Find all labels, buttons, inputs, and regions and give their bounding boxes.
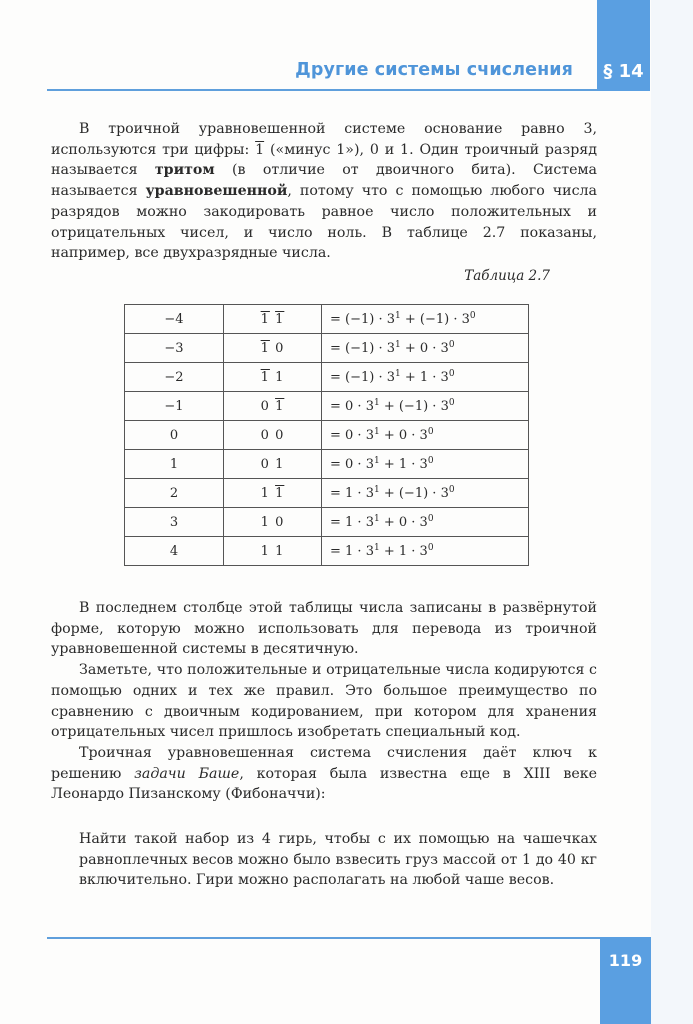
exponent: 1 [395,310,401,321]
decimal-value: 3 [125,508,224,537]
paragraph-bachet [51,743,597,805]
ternary-digits [224,334,322,363]
expansion-term: + 1 · 3 [379,543,428,559]
exponent: 0 [427,455,434,466]
decimal-value: 1 [125,450,224,479]
section-number: § 14 [603,61,644,82]
trit-high: 1 [260,514,270,530]
ternary-digits [224,508,322,537]
trit-high: 1 [260,369,270,385]
ternary-digits [224,363,322,392]
trit-low: 1 [275,543,285,559]
expansion-term: + (−1) · 3 [379,398,449,414]
exponent: 0 [448,368,455,379]
ternary-digits [224,479,322,508]
decimal-value: −4 [125,305,224,334]
expanded-form [322,363,529,392]
expanded-form [322,450,529,479]
term-bachet-problem: задачи Баше [134,765,240,782]
exponent: 1 [395,339,401,350]
expansion-term: = 0 · 3 [330,456,374,472]
exponent: 1 [373,397,380,408]
exponent: 0 [469,310,476,321]
table-row [125,334,529,363]
trit-low: 0 [275,427,285,443]
expanded-form [322,421,529,450]
intro-text-part: (в отличие от двоичного бита). Система называется [51,162,598,200]
expansion-term: + 0 · 3 [400,340,449,356]
exponent: 0 [448,339,455,350]
decimal-value: −1 [125,392,224,421]
expansion-term: = (−1) · 3 [330,311,395,327]
table-row [125,392,529,421]
expansion-term: = 1 · 3 [330,514,374,530]
trit-high: 0 [260,427,270,443]
expanded-form [322,479,529,508]
trit-high: 1 [260,311,270,327]
expansion-term: + 0 · 3 [379,427,428,443]
table-row [125,508,529,537]
exponent: 1 [373,542,380,553]
expansion-term: = 1 · 3 [330,485,374,501]
decimal-value: 0 [125,421,224,450]
intro-text-part: В троичной уравновешенной системе основание равно 3, используются три цифры: [51,121,597,158]
trit-high: 1 [260,485,270,501]
exponent: 1 [373,455,380,466]
paragraph-expanded-form: В последнем столбце этой таблицы числа записаны в развёрнутой форме, которую можно использовать для перевода из троичной уравновешенной системы в десятичную. [51,600,597,658]
decimal-value: 4 [125,537,224,566]
expansion-term: = 0 · 3 [330,398,374,414]
exponent: 0 [427,513,434,524]
table-row [125,537,529,566]
chapter-title: Другие системы счисления [295,60,573,80]
table-row [125,363,529,392]
expanded-form [322,305,529,334]
trit-high: 1 [260,340,270,356]
header-rule [47,89,599,91]
ternary-digits [224,305,322,334]
expansion-term: + (−1) · 3 [400,311,470,327]
table-caption: Таблица 2.7 [464,268,550,284]
page-number-badge [600,937,651,1024]
footer-rule [47,937,601,939]
exponent: 0 [448,484,455,495]
expansion-term: = 0 · 3 [330,427,374,443]
expansion-term: = (−1) · 3 [330,340,395,356]
trit-high: 1 [260,543,270,559]
expanded-form [322,392,529,421]
intro-paragraph [51,119,597,264]
decimal-value: −3 [125,334,224,363]
expansion-term: = (−1) · 3 [330,369,395,385]
after-table-text [51,598,597,805]
table-row [125,450,529,479]
trit-low: 1 [275,398,285,414]
trit-low: 0 [275,340,285,356]
page-number: 119 [608,951,643,970]
exponent: 0 [448,397,455,408]
expansion-term: + 0 · 3 [379,514,428,530]
expanded-form [322,508,529,537]
paragraph-negative-numbers: Заметьте, что положительные и отрицательные числа кодируются с помощью одних и тех же правил. Это большое преимущество по сравнению с двоичным кодированием, при котором для хранения отрицательных чисел пришлось изобретать специальный код. [51,662,597,741]
ternary-digits [224,450,322,479]
expansion-term: + 1 · 3 [379,456,428,472]
exponent: 1 [373,513,380,524]
expansion-term: + (−1) · 3 [379,485,449,501]
expansion-term: = 1 · 3 [330,543,374,559]
term-balanced: уравновешенной [145,183,288,200]
intro-text [51,119,597,264]
trit-low: 0 [275,514,285,530]
table-row [125,479,529,508]
trit-high: 0 [260,398,270,414]
ternary-digits [224,537,322,566]
trit-low: 1 [275,485,285,501]
trit-low: 1 [275,456,285,472]
exponent: 1 [373,484,380,495]
section-badge [597,0,650,91]
trit-low: 1 [275,369,285,385]
bachet-problem-statement: Найти такой набор из 4 гирь, чтобы с их помощью на чашечках равноплечных весов можно было взвесить груз массой от 1 до 40 кг включительно. Гири можно располагать на любой чаше весов. [79,831,597,889]
decimal-value: −2 [125,363,224,392]
exponent: 0 [427,426,434,437]
trit-high: 0 [260,456,270,472]
minus-one-digit: 1 [255,141,265,158]
ternary-digits [224,392,322,421]
expansion-term: + 1 · 3 [400,369,449,385]
exponent: 1 [395,368,401,379]
balanced-ternary-table [124,304,529,566]
exponent: 1 [373,426,380,437]
trit-low: 1 [275,311,285,327]
exponent: 0 [427,542,434,553]
intro-text-part: («минус 1»), 0 и 1. Один троичный разряд называется [51,141,597,179]
bachet-text-part: , которая была известна еще в XIII веке Леонардо Пизанскому (Фибоначчи): [51,765,597,803]
intro-text-part: , потому что с помощью любого числа разрядов можно закодировать равное число положительных и отрицательных чисел, и число ноль. В таблице 2.7 показаны, например, все двухразрядные числа. [51,183,598,262]
ternary-digits [224,421,322,450]
decimal-value: 2 [125,479,224,508]
page-edge-strip [651,0,693,1024]
expanded-form [322,334,529,363]
table-row [125,305,529,334]
bachet-text-part: Троичная уравновешенная система счисления даёт ключ к решению [51,744,597,782]
expanded-form [322,537,529,566]
term-trit: тритом [154,162,215,179]
table-row [125,421,529,450]
